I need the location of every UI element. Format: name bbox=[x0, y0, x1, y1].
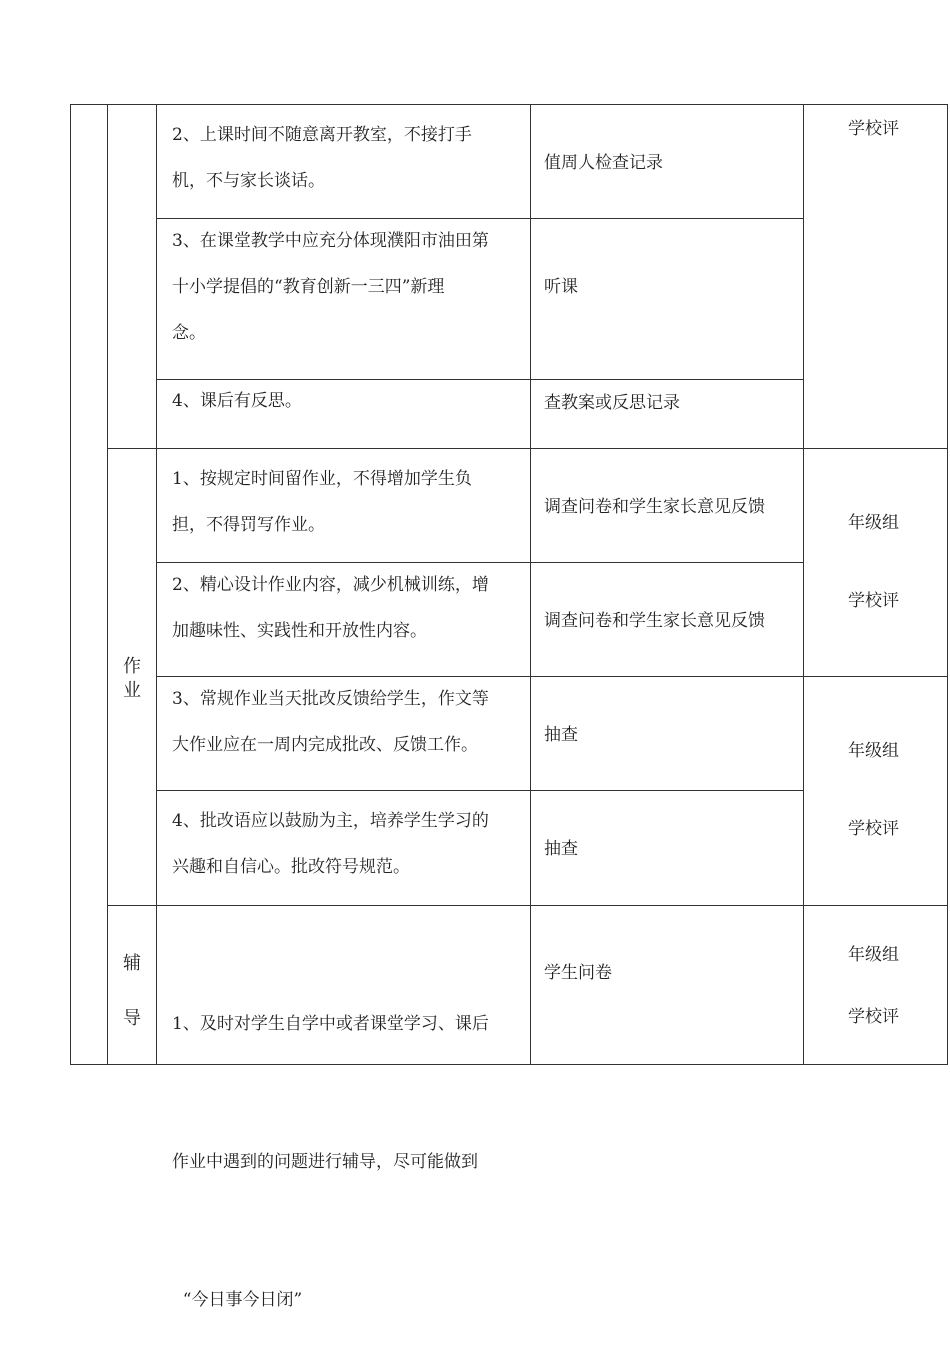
requirement-cell: 1、及时对学生自学中或者课堂学习、课后 作业中遇到的问题进行辅导，尽可能做到 “今日事今日闭” bbox=[172, 1014, 489, 1310]
table-rule bbox=[107, 905, 948, 906]
method-cell: 值周人检查记录 bbox=[544, 153, 663, 173]
method-cell: 调查问卷和学生家长意见反馈 bbox=[544, 497, 765, 517]
method-cell: 调查问卷和学生家长意见反馈 bbox=[544, 611, 765, 631]
table-rule bbox=[107, 448, 948, 449]
table-rule bbox=[530, 104, 531, 1065]
requirement-cell: 3、常规作业当天批改反馈给学生，作文等 大作业应在一周内完成批改、反馈工作。 bbox=[172, 689, 489, 755]
method-cell: 听课 bbox=[544, 277, 578, 297]
table-rule bbox=[156, 104, 157, 1065]
requirement-cell: 1、按规定时间留作业，不得增加学生负 担，不得罚写作业。 bbox=[172, 469, 472, 535]
table-rule bbox=[107, 104, 108, 1065]
evaluator-cell: 年级组 学校评 bbox=[848, 741, 899, 839]
evaluator-cell: 年级组 学校评 bbox=[848, 945, 899, 1027]
table-rule bbox=[156, 790, 804, 791]
method-cell: 查教案或反思记录 bbox=[544, 393, 680, 413]
evaluator-cell: 学校评 bbox=[848, 119, 899, 139]
method-cell: 抽查 bbox=[544, 725, 578, 745]
table-rule bbox=[70, 104, 948, 105]
table-rule bbox=[947, 104, 948, 1065]
category-label-tutoring: 辅 导 bbox=[123, 953, 141, 1029]
method-cell: 学生问卷 bbox=[544, 963, 612, 983]
requirement-cell: 2、上课时间不随意离开教室，不接打手 机，不与家长谈话。 bbox=[172, 125, 472, 191]
table-rule bbox=[70, 104, 71, 1065]
evaluator-cell: 年级组 学校评 bbox=[848, 513, 899, 611]
category-label-homework: 作 业 bbox=[123, 656, 141, 701]
requirement-cell: 2、精心设计作业内容，减少机械训练，增 加趣味性、实践性和开放性内容。 bbox=[172, 575, 489, 641]
method-cell: 抽查 bbox=[544, 839, 578, 859]
requirement-cell: 3、在课堂教学中应充分体现濮阳市油田第 十小学提倡的“教育创新一三四”新理 念。 bbox=[172, 231, 489, 343]
requirement-cell: 4、批改语应以鼓励为主，培养学生学习的 兴趣和自信心。批改符号规范。 bbox=[172, 811, 489, 877]
requirement-cell: 4、课后有反思。 bbox=[172, 391, 302, 411]
table-rule bbox=[803, 104, 804, 1065]
